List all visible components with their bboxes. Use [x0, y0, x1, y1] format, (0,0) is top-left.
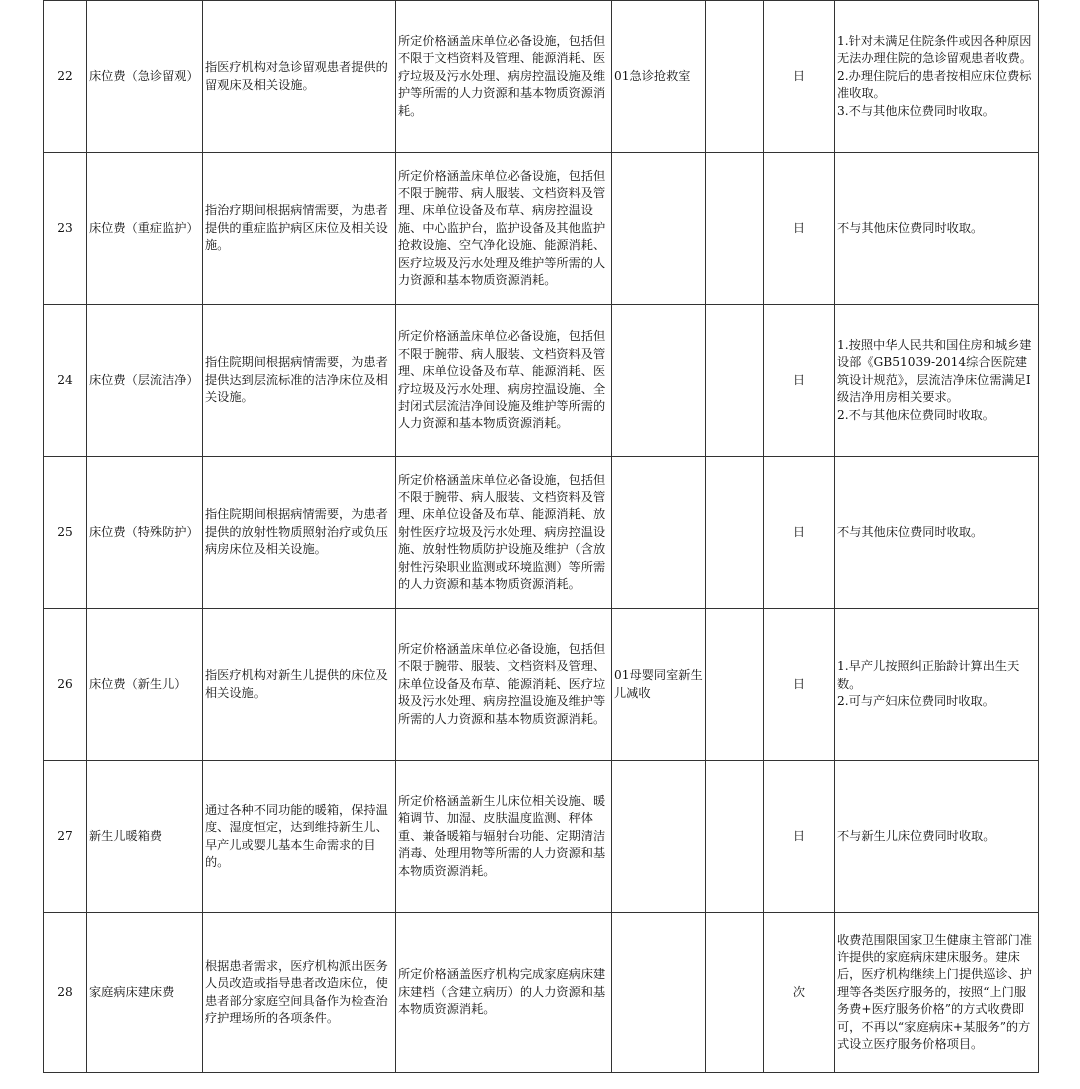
item-blank-column-cell [706, 457, 764, 609]
item-connotation: 通过各种不同功能的暖箱，保持温度、湿度恒定，达到维持新生儿、早产儿或婴儿基本生命需求的目的。 [205, 802, 388, 869]
row-number-cell [44, 609, 87, 761]
item-unit-cell [764, 457, 835, 609]
item-content-cell [396, 457, 612, 609]
row-number: 27 [57, 828, 73, 843]
item-extension-cell [612, 609, 706, 761]
item-name: 床位费（层流洁净） [89, 372, 199, 387]
item-extension-cell [612, 457, 706, 609]
item-note: 1.早产儿按照纠正胎龄计算出生天数。 [837, 659, 1020, 691]
item-unit-cell [764, 609, 835, 761]
table-body [44, 1, 1039, 1073]
item-note: 3.不与其他床位费同时收取。 [837, 103, 995, 118]
item-connotation-cell [203, 305, 396, 457]
table-row [44, 1, 1039, 153]
item-note: 不与其他床位费同时收取。 [837, 220, 984, 235]
item-note-cell [835, 153, 1039, 305]
table-row [44, 153, 1039, 305]
item-name-cell [87, 305, 203, 457]
row-number: 25 [57, 524, 73, 539]
item-note-cell [835, 913, 1039, 1073]
item-connotation: 指住院期间根据病情需要，为患者提供的放射性物质照射治疗或负压病房床位及相关设施。 [205, 507, 388, 557]
row-number-cell [44, 1, 87, 153]
item-content: 所定价格涵盖床单位必备设施，包括但不限于文档资料及管理、能源消耗、医疗垃圾及污水处理、病房控温设施及维护等所需的人力资源和基本物质资源消耗。 [398, 33, 606, 118]
item-blank-column-cell [706, 609, 764, 761]
item-unit: 日 [792, 828, 806, 843]
item-note-cell [835, 609, 1039, 761]
item-unit: 日 [792, 524, 806, 539]
item-extension-cell [612, 1, 706, 153]
table-row [44, 457, 1039, 609]
item-connotation: 指住院期间根据病情需要，为患者提供达到层流标准的洁净床位及相关设施。 [205, 355, 388, 405]
item-connotation-cell [203, 153, 396, 305]
item-blank-column-cell [706, 761, 764, 913]
item-unit-cell [764, 305, 835, 457]
item-unit: 日 [792, 372, 806, 387]
item-note-cell [835, 1, 1039, 153]
item-unit: 日 [792, 220, 806, 235]
item-extension: 01急诊抢救室 [614, 68, 691, 83]
row-number-cell [44, 457, 87, 609]
item-name: 床位费（新生儿） [89, 676, 187, 691]
item-name: 床位费（急诊留观） [89, 68, 199, 83]
item-connotation: 根据患者需求，医疗机构派出医务人员改造或指导患者改造床位，使患者部分家庭空间具备作为检查治疗护理场所的各项条件。 [205, 958, 388, 1025]
item-unit: 日 [792, 676, 806, 691]
fee-table [43, 0, 1039, 1073]
item-blank-column-cell [706, 913, 764, 1073]
item-note: 收费范围限国家卫生健康主管部门准许提供的家庭病床建床服务。建床后，医疗机构继续上门提供巡诊、护理等各类医疗服务的，按照“上门服务费+医疗服务价格”的方式收费即可，不再以“家庭病床+某服务”的方式设立医疗服务价格项目。 [837, 932, 1032, 1052]
item-name-cell [87, 913, 203, 1073]
item-extension: 01母婴同室新生儿减收 [614, 668, 703, 700]
item-unit-cell [764, 761, 835, 913]
item-extension-cell [612, 761, 706, 913]
item-blank-column-cell [706, 153, 764, 305]
item-content: 所定价格涵盖床单位必备设施，包括但不限于腕带、病人服装、文档资料及管理、床单位设备及布草、病房控温设施、中心监护台，监护设备及其他监护抢救设施、空气净化设施、能源消耗、医疗垃圾及污水处理及维护等所需的人力资源和基本物质资源消耗。 [398, 168, 606, 288]
item-extension-cell [612, 153, 706, 305]
table-row [44, 913, 1039, 1073]
row-number-cell [44, 153, 87, 305]
item-content: 所定价格涵盖床单位必备设施，包括但不限于腕带、服装、文档资料及管理、床单位设备及布草、能源消耗、医疗垃圾及污水处理、病房控温设施及维护等所需的人力资源和基本物质资源消耗。 [398, 641, 606, 726]
item-blank-column-cell [706, 305, 764, 457]
item-name-cell [87, 1, 203, 153]
item-connotation: 指治疗期间根据病情需要，为患者提供的重症监护病区床位及相关设施。 [205, 203, 388, 253]
item-content: 所定价格涵盖医疗机构完成家庭病床建床建档（含建立病历）的人力资源和基本物质资源消耗。 [398, 967, 606, 1017]
row-number: 26 [57, 676, 73, 691]
item-name: 家庭病床建床费 [89, 984, 175, 999]
row-number-cell [44, 761, 87, 913]
item-connotation: 指医疗机构对急诊留观患者提供的留观床及相关设施。 [205, 60, 388, 92]
row-number-cell [44, 913, 87, 1073]
item-unit: 次 [792, 984, 806, 999]
item-note-cell [835, 305, 1039, 457]
item-note: 2.不与其他床位费同时收取。 [837, 407, 995, 422]
row-number: 24 [57, 372, 73, 387]
item-unit: 日 [792, 68, 806, 83]
item-name: 床位费（特殊防护） [89, 524, 199, 539]
row-number-cell [44, 305, 87, 457]
item-content-cell [396, 761, 612, 913]
item-content: 所定价格涵盖床单位必备设施，包括但不限于腕带、病人服装、文档资料及管理、床单位设备及布草、能源消耗、医疗垃圾及污水处理、病房控温设施、全封闭式层流洁净间设施及维护等所需的人力资源和基本物质资源消耗。 [398, 329, 606, 431]
item-connotation-cell [203, 761, 396, 913]
row-number: 22 [57, 68, 73, 83]
item-note: 不与新生儿床位费同时收取。 [837, 828, 996, 843]
table-row [44, 761, 1039, 913]
item-content: 所定价格涵盖床单位必备设施，包括但不限于腕带、病人服装、文档资料及管理、床单位设备及布草、能源消耗、放射性医疗垃圾及污水处理、病房控温设施、放射性物质防护设施及维护（含放射性污染职业监测或环境监测）等所需的人力资源和基本物质资源消耗。 [398, 472, 606, 592]
item-name-cell [87, 457, 203, 609]
item-note: 不与其他床位费同时收取。 [837, 524, 984, 539]
item-note: 2.可与产妇床位费同时收取。 [837, 694, 995, 709]
item-extension-cell [612, 305, 706, 457]
item-content-cell [396, 153, 612, 305]
item-note: 1.针对未满足住院条件或因各种原因无法办理住院的急诊留观患者收费。 [837, 33, 1032, 66]
item-name: 床位费（重症监护） [89, 220, 199, 235]
item-content-cell [396, 1, 612, 153]
item-name-cell [87, 153, 203, 305]
table-row [44, 609, 1039, 761]
item-note-cell [835, 761, 1039, 913]
item-connotation-cell [203, 1, 396, 153]
item-content-cell [396, 913, 612, 1073]
item-unit-cell [764, 153, 835, 305]
item-connotation-cell [203, 609, 396, 761]
item-name: 新生儿暖箱费 [89, 828, 163, 843]
item-blank-column-cell [706, 1, 764, 153]
item-name-cell [87, 761, 203, 913]
item-connotation: 指医疗机构对新生儿提供的床位及相关设施。 [205, 668, 388, 700]
item-content: 所定价格涵盖新生儿床位相关设施、暖箱调节、加湿、皮肤温度监测、秤体重、兼备暖箱与辐射台功能、定期清洁消毒、处理用物等所需的人力资源和基本物质资源消耗。 [398, 793, 606, 878]
item-extension-cell [612, 913, 706, 1073]
item-connotation-cell [203, 913, 396, 1073]
row-number: 28 [57, 984, 73, 999]
item-note: 1.按照中华人民共和国住房和城乡建设部《GB51039-2014综合医院建筑设计规范》，层流洁净床位需满足I 级洁净用房相关要求。 [837, 337, 1032, 405]
item-content-cell [396, 305, 612, 457]
item-content-cell [396, 609, 612, 761]
item-unit-cell [764, 913, 835, 1073]
item-unit-cell [764, 1, 835, 153]
item-name-cell [87, 609, 203, 761]
item-connotation-cell [203, 457, 396, 609]
item-note: 2.办理住院后的患者按相应床位费标准收取。 [837, 68, 1032, 101]
table-row [44, 305, 1039, 457]
row-number: 23 [57, 220, 73, 235]
item-note-cell [835, 457, 1039, 609]
